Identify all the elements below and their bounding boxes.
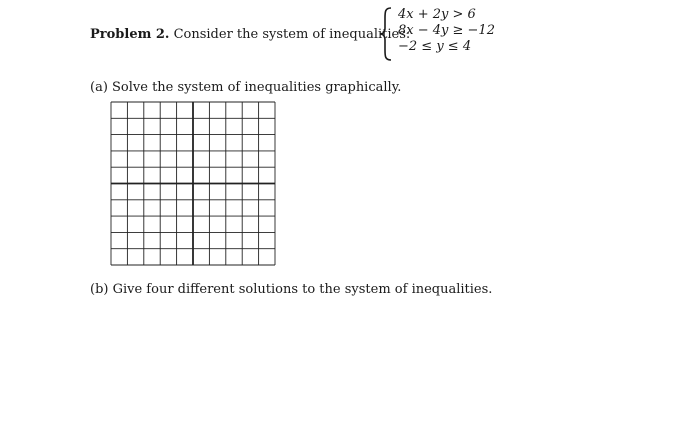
inequality-system (398, 7, 495, 55)
problem-label: Problem 2. (90, 27, 170, 42)
part-b-prompt: (b) Give four different solutions to the system of inequalities. (90, 282, 493, 297)
problem-statement (90, 27, 410, 42)
left-brace-icon (378, 6, 394, 62)
part-a-prompt: (a) Solve the system of inequalities graphically. (90, 80, 402, 95)
inequality-1: 4x + 2y > 6 (398, 7, 476, 22)
inequality-2: 8x − 4y ≥ −12 (398, 23, 495, 38)
problem-intro: Consider the system of inequalities: (169, 27, 411, 42)
coordinate-grid (110, 101, 276, 266)
inequality-3: −2 ≤ y ≤ 4 (398, 39, 472, 54)
